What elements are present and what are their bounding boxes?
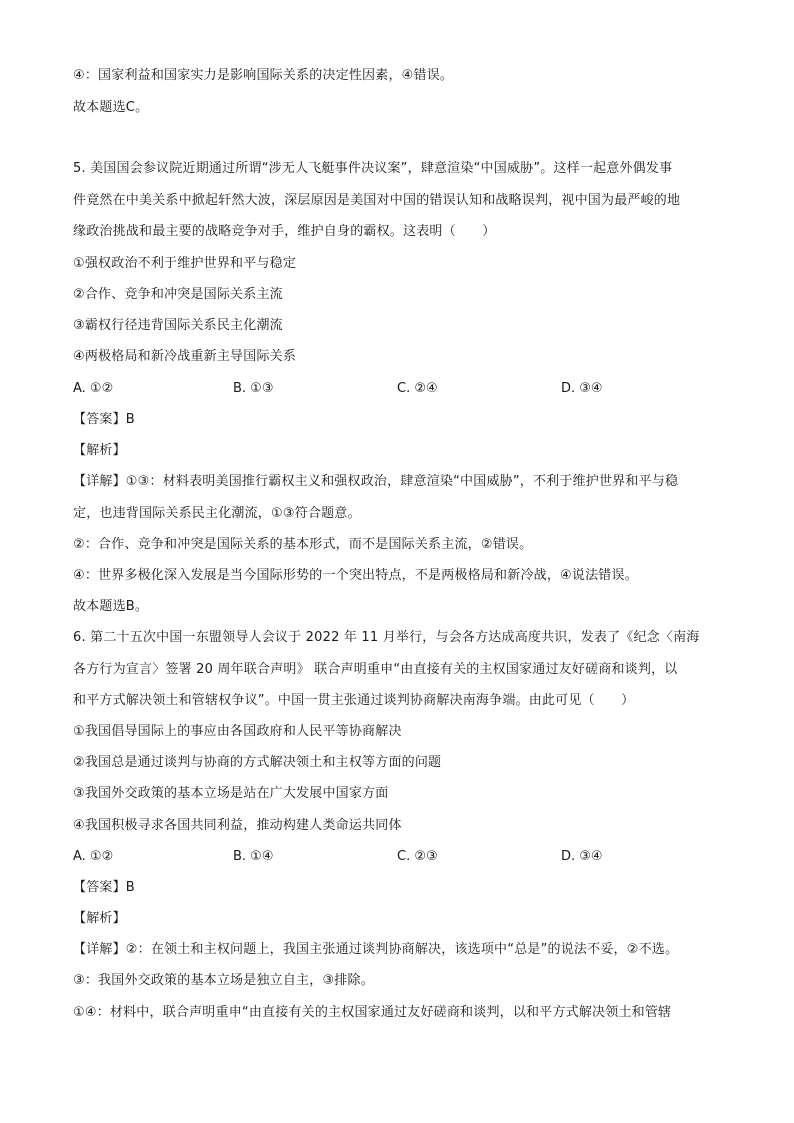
option-a: A. ①② [73, 381, 114, 396]
explanation-line: 定，也违背国际关系民主化潮流，①③符合题意。 [73, 506, 361, 521]
analysis-label: 【解析】 [73, 911, 126, 926]
explanation-line: ④：世界多极化深入发展是当今国际形势的一个突出特点，不是两极格局和新冷战，④说法错误。 [73, 568, 638, 583]
explanation-line: ①④：材料中，联合声明重申“由直接有关的主权国家通过友好磋商和谈判，以和平方式解决领土和管辖 [73, 1005, 672, 1020]
statement-item: ②合作、竞争和冲突是国际关系主流 [73, 287, 283, 302]
statement-item: ③我国外交政策的基本立场是站在广大发展中国家方面 [73, 786, 389, 801]
question-5-stem: 5. 美国国会参议院近期通过所谓“涉无人飞艇事件决议案”，肆意渲染“中国威胁”。这样一起意外偶发事 [73, 161, 673, 176]
question-6-stem: 和平方式解决领土和管辖权争议”。中国一贯主张通过谈判协商解决南海争端。由此可见（ ） [73, 693, 635, 708]
option-d: D. ③④ [561, 849, 603, 864]
question-6-stem: 6. 第二十五次中国一东盟领导人会议于 2022 年 11 月举行，与会各方达成高度共识，发表了《纪念〈南海 [73, 630, 700, 645]
text-line: 故本题选C。 [73, 100, 149, 115]
statement-item: ③霸权行径违背国际关系民主化潮流 [73, 318, 283, 333]
question-5-stem: 件竟然在中美关系中掀起轩然大波，深层原因是美国对中国的错误认知和战略误判，视中国为最严峻的地 [73, 193, 681, 208]
explanation-line: 【详解】①③：材料表明美国推行霸权主义和强权政治，肆意渲染“中国威胁”，不利于维护世界和平与稳 [73, 474, 679, 489]
option-a: A. ①② [73, 849, 114, 864]
explanation-line: ②：合作、竞争和冲突是国际关系的基本形式，而不是国际关系主流，②错误。 [73, 537, 533, 552]
question-5-stem: 缘政治挑战和最主要的战略竞争对手，维护自身的霸权。这表明（ ） [73, 224, 496, 239]
question-6-options [73, 848, 733, 866]
statement-item: ①我国倡导国际上的事应由各国政府和人民平等协商解决 [73, 724, 402, 739]
statement-item: ②我国总是通过谈判与协商的方式解决领土和主权等方面的问题 [73, 755, 442, 770]
statement-item: ④我国积极寻求各国共同利益，推动构建人类命运共同体 [73, 818, 402, 833]
question-5-options [73, 380, 733, 398]
answer-label: 【答案】B [73, 880, 135, 895]
analysis-label: 【解析】 [73, 443, 126, 458]
option-d: D. ③④ [561, 381, 603, 396]
text-line: ④：国家利益和国家实力是影响国际关系的决定性因素，④错误。 [73, 68, 454, 83]
statement-item: ④两极格局和新冷战重新主导国际关系 [73, 349, 297, 364]
option-b: B. ①③ [233, 381, 274, 396]
explanation-line: 【详解】②：在领土和主权问题上，我国主张通过谈判协商解决，该选项中“总是”的说法不妥，②不选。 [73, 942, 679, 957]
option-c: C. ②④ [397, 381, 438, 396]
question-6-stem: 各方行为宣言〉签署 20 周年联合声明》 联合声明重申“由直接有关的主权国家通过友好磋商和谈判，以 [73, 662, 678, 677]
option-c: C. ②③ [397, 849, 438, 864]
explanation-line: 故本题选B。 [73, 599, 149, 614]
option-b: B. ①④ [233, 849, 274, 864]
statement-item: ①强权政治不利于维护世界和平与稳定 [73, 256, 297, 271]
explanation-line: ③：我国外交政策的基本立场是独立自主，③排除。 [73, 973, 374, 988]
answer-label: 【答案】B [73, 412, 135, 427]
